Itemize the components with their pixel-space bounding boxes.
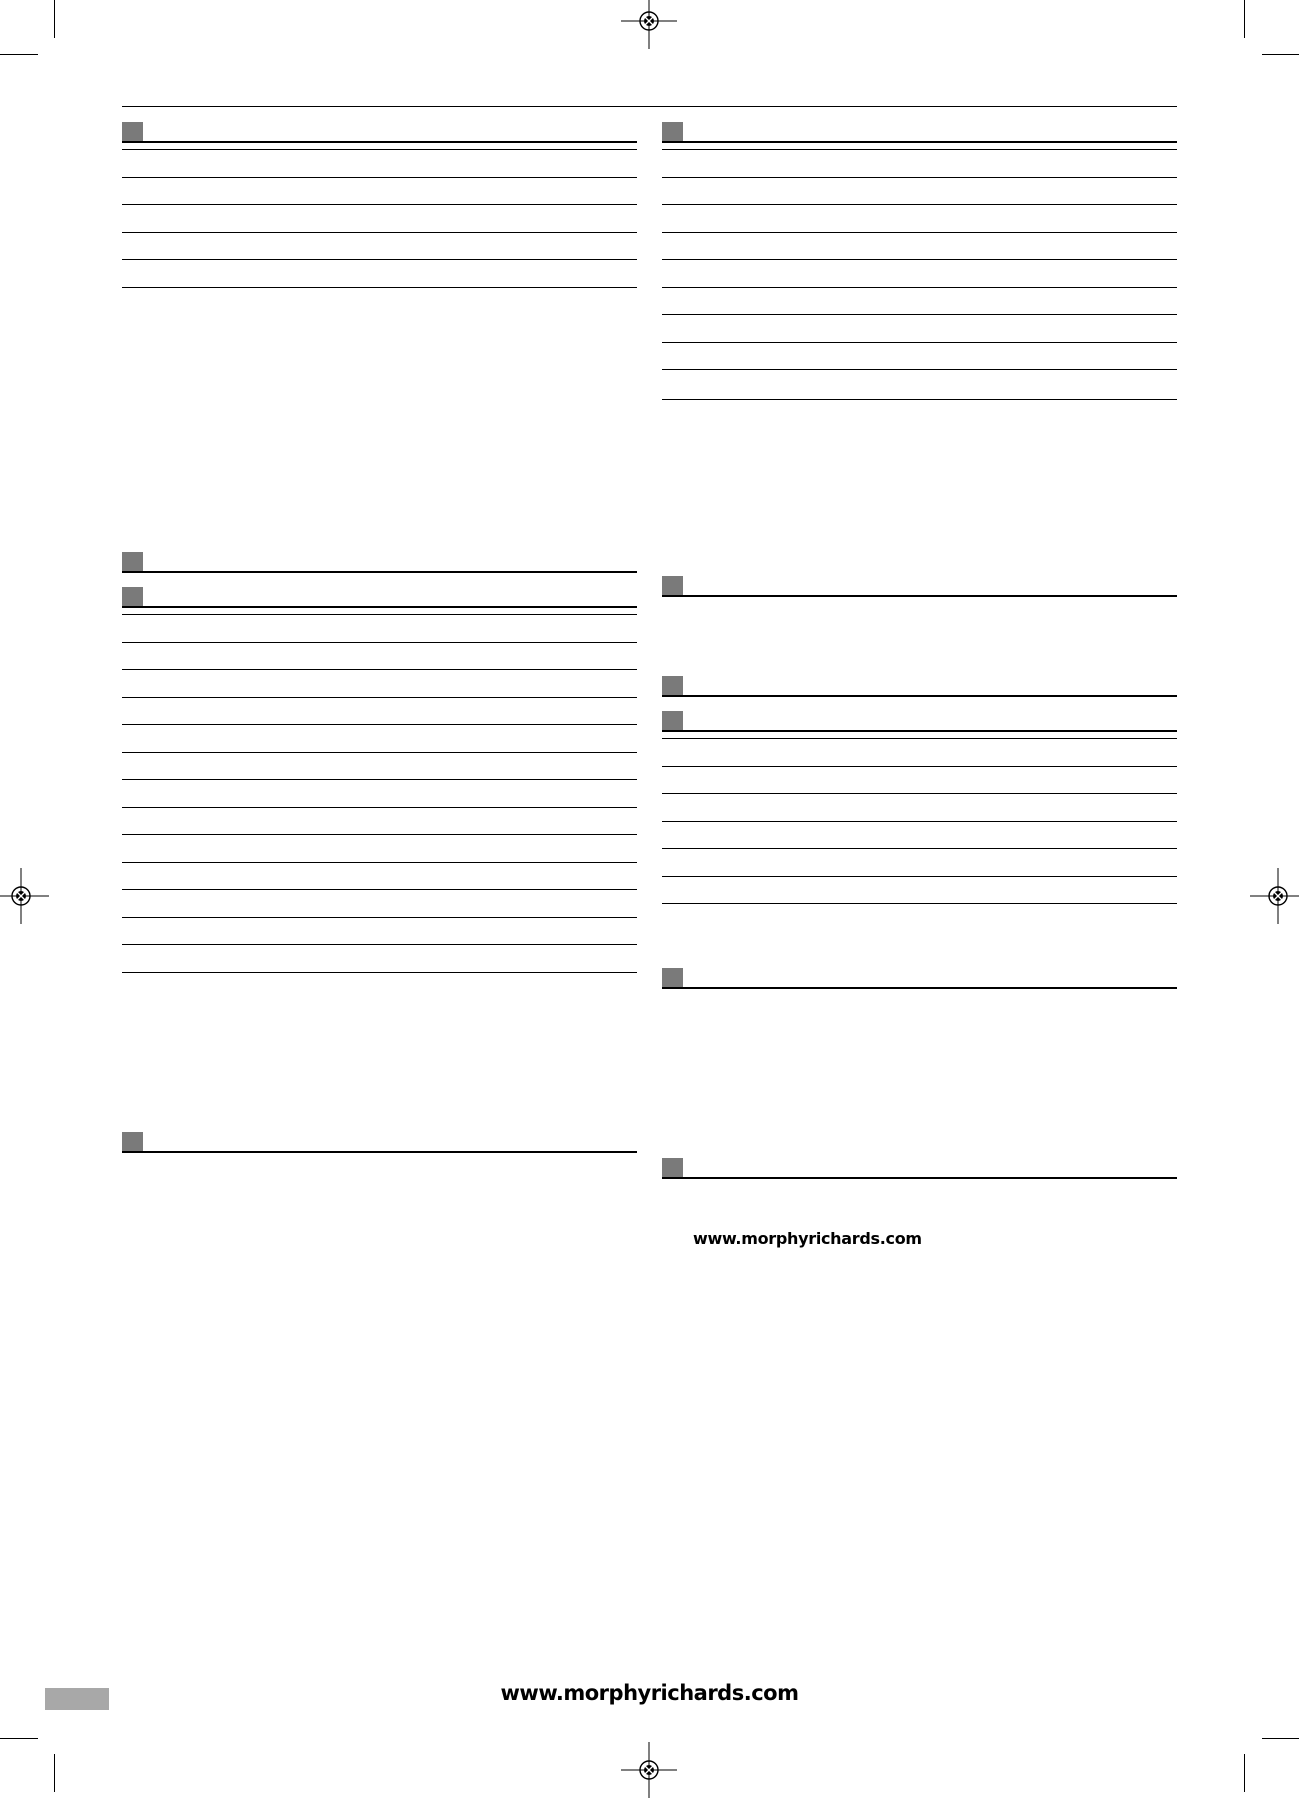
blank-line [662,205,1177,233]
section-block [662,122,1177,400]
crop-mark [0,1738,38,1739]
heading-rule [122,1151,637,1153]
blank-line [122,178,637,206]
blank-line [122,808,637,836]
blank-line [662,732,1177,739]
blank-line [122,835,637,863]
registration-mark-icon [0,868,49,924]
blank-line [122,615,637,643]
heading-rule [662,730,1177,732]
heading-rule [662,1177,1177,1179]
section-heading [122,587,637,608]
section-marker-icon [662,576,683,596]
blank-line [662,233,1177,261]
blank-line [662,143,1177,150]
section-heading [122,122,637,143]
blank-line [122,143,637,150]
section-heading [662,122,1177,143]
section-heading [662,711,1177,732]
registration-mark-icon [621,1742,677,1798]
section-heading [662,1158,1177,1179]
section-marker-icon [662,676,683,696]
blank-line [662,877,1177,905]
blank-line [122,890,637,918]
heading-rule [122,571,637,573]
blank-line [662,370,1177,400]
blank-line [122,150,637,178]
section-block [662,676,1177,697]
blank-line [662,739,1177,767]
blank-line [662,822,1177,850]
section-block [122,587,637,973]
blank-line [122,698,637,726]
website-link[interactable]: www.morphyrichards.com [693,1229,922,1248]
blank-line [122,780,637,808]
crop-mark [1244,0,1245,38]
footer-website-link[interactable]: www.morphyrichards.com [500,1681,799,1705]
blank-line [122,643,637,671]
blank-line [122,725,637,753]
blank-line [122,753,637,781]
section-marker-icon [122,122,143,142]
crop-mark [1244,1754,1245,1792]
heading-rule [122,141,637,143]
section-block [662,711,1177,904]
blank-line [122,670,637,698]
section-marker-icon [662,711,683,731]
heading-rule [662,141,1177,143]
blank-line [122,608,637,615]
section-marker-icon [122,552,143,572]
section-block [662,1158,1177,1179]
section-block [122,1132,637,1153]
blank-line [662,767,1177,795]
heading-rule [662,595,1177,597]
section-heading [122,1132,637,1153]
blank-line [662,178,1177,206]
section-heading [122,552,637,573]
blank-line [122,945,637,973]
registration-mark-icon [621,0,677,49]
blank-line [662,794,1177,822]
section-marker-icon [122,1132,143,1152]
blank-line [122,260,637,288]
section-marker-icon [122,587,143,607]
section-block [662,968,1177,989]
section-marker-icon [662,122,683,142]
blank-line [662,288,1177,316]
top-rule [122,106,1177,107]
section-heading [662,576,1177,597]
blank-line [662,849,1177,877]
heading-rule [122,606,637,608]
crop-mark [1262,54,1299,55]
blank-line [122,233,637,261]
blank-line [662,260,1177,288]
heading-rule [662,987,1177,989]
blank-line [122,863,637,891]
section-block [122,552,637,573]
registration-mark-icon [1250,868,1299,924]
blank-line [662,150,1177,178]
blank-line [122,205,637,233]
crop-mark [1262,1738,1299,1739]
section-block [662,576,1177,597]
section-heading [662,968,1177,989]
crop-mark [0,54,38,55]
section-heading [662,676,1177,697]
crop-mark [54,0,55,38]
section-marker-icon [662,968,683,988]
blank-line [662,343,1177,371]
blank-line [662,315,1177,343]
blank-line [122,918,637,946]
section-marker-icon [662,1158,683,1178]
heading-rule [662,695,1177,697]
crop-mark [54,1754,55,1792]
section-block [122,122,637,288]
